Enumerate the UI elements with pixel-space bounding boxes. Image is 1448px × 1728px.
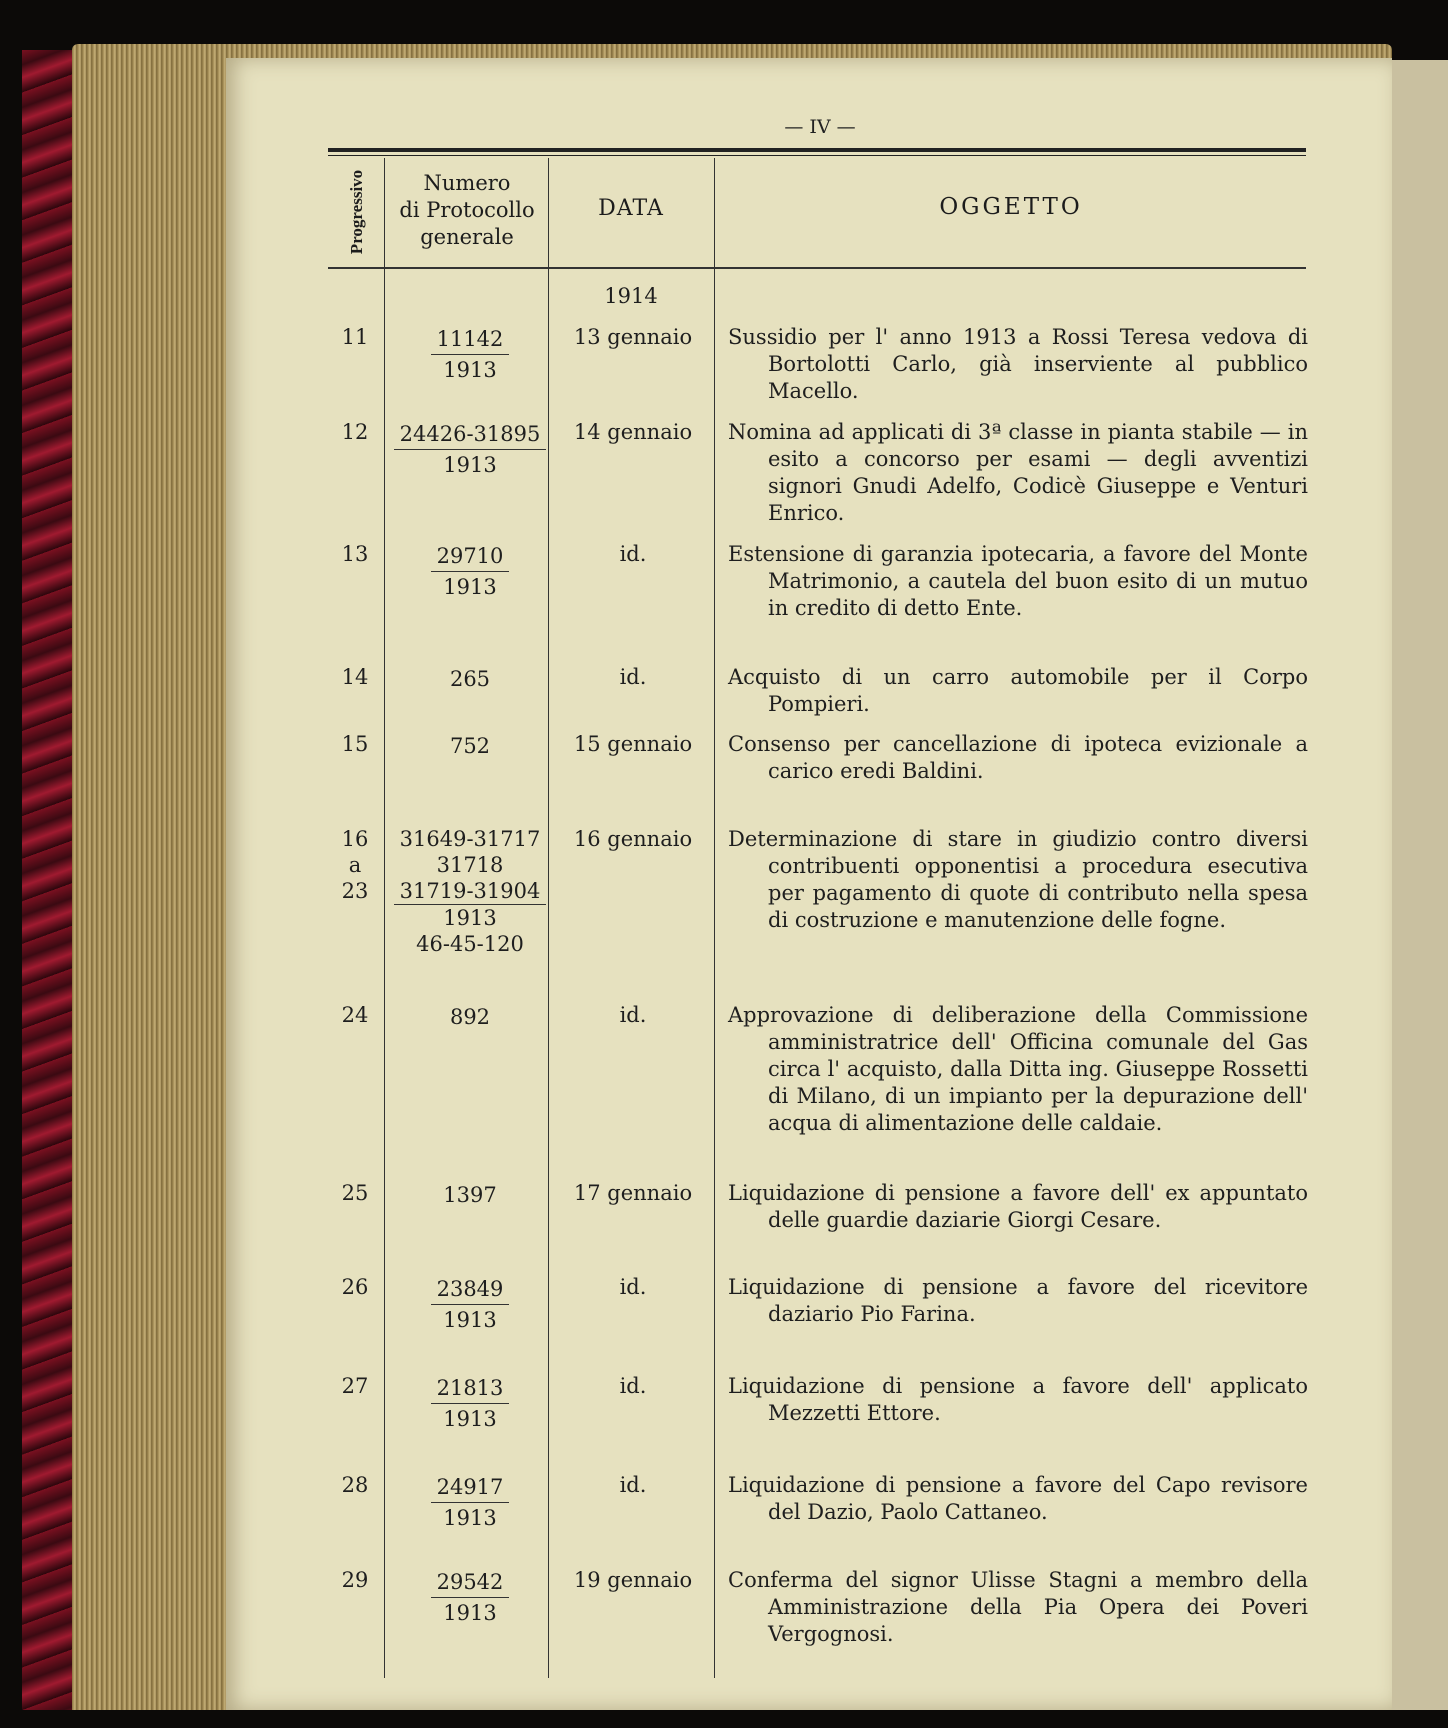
entry-progressivo: 26 <box>341 1275 369 1299</box>
entry-oggetto: Determinazione di stare in giudizio contro diversi contribuenti opponentisi a procedura esecutiva per pagamento di quote di contributo nella spesa di costruzione e manutenzione delle fogne. <box>728 827 1308 932</box>
entry-progressivo: 14 <box>341 665 369 689</box>
entry-data: id. <box>619 665 647 689</box>
entry-oggetto: Sussidio per l' anno 1913 a Rossi Teresa vedova di Bortolotti Carlo, già inserviente al pubblico Macello. <box>728 325 1308 403</box>
entry-oggetto: Liquidazione di pensione a favore dell' applicato Mezzetti Ettore. <box>728 1374 1308 1425</box>
entry-progressivo: 16 a 23 <box>341 827 369 903</box>
entry-data: 14 gennaio <box>573 420 693 444</box>
header-rule <box>328 267 1306 269</box>
entry-oggetto: Estensione di garanzia ipotecaria, a favore del Monte Matrimonio, a cautela del buon esito di un mutuo in credito di detto Ente. <box>728 542 1308 620</box>
entry-oggetto: Acquisto di un carro automobile per il Corpo Pompieri. <box>728 665 1308 716</box>
entry-progressivo: 25 <box>341 1181 369 1205</box>
entry-oggetto: Conferma del signor Ulisse Stagni a membro della Amministrazione della Pia Opera dei Poveri Vergognosi. <box>728 1568 1308 1646</box>
entry-protocollo: 24917 1913 <box>388 1472 552 1533</box>
column-divider <box>714 158 715 1678</box>
entry-data: id. <box>619 1275 647 1299</box>
entry-data: 19 gennaio <box>573 1568 693 1592</box>
entry-data: id. <box>619 1473 647 1497</box>
entry-oggetto: Liquidazione di pensione a favore del Capo revisore del Dazio, Paolo Cattaneo. <box>728 1473 1308 1524</box>
header-oggetto: OGGETTO <box>939 194 1083 220</box>
header-numero: Numero di Protocollo generale <box>399 171 535 249</box>
entry-protocollo: 752 <box>449 734 491 758</box>
entry-protocollo: 29710 1913 <box>388 541 552 602</box>
header-data: DATA <box>598 196 664 221</box>
entry-oggetto: Consenso per cancellazione di ipoteca evizionale a carico eredi Baldini. <box>728 732 1308 783</box>
entry-data: id. <box>619 542 647 566</box>
entry-protocollo: 892 <box>449 1005 491 1029</box>
entry-protocollo: 1397 <box>443 1183 497 1207</box>
entry-progressivo: 27 <box>341 1374 369 1398</box>
top-rule <box>328 148 1306 156</box>
entry-data: id. <box>619 1003 647 1027</box>
entry-data: 16 gennaio <box>573 827 693 851</box>
entry-oggetto: Approvazione di deliberazione della Commissione amministratrice dell' Officina comunale del Gas circa l' acquisto, dalla Ditta ing. Giuseppe Rossetti di Milano, di un impianto per la depurazione dell' acqua di alimentazione delle caldaie. <box>728 1003 1308 1135</box>
entry-progressivo: 12 <box>341 420 369 444</box>
entry-data: id. <box>619 1374 647 1398</box>
entry-protocollo: 11142 1913 <box>388 324 552 385</box>
year-label: 1914 <box>604 284 658 308</box>
entry-oggetto: Liquidazione di pensione a favore dell' ex appuntato delle guardie daziarie Giorgi Cesare. <box>728 1181 1308 1232</box>
column-divider <box>384 158 385 1678</box>
facing-page-edge <box>1392 60 1448 1710</box>
entry-data: 13 gennaio <box>573 325 693 349</box>
entry-progressivo: 29 <box>341 1568 369 1592</box>
entry-progressivo: 13 <box>341 542 369 566</box>
page-number: — IV — <box>784 116 856 138</box>
entry-data: 17 gennaio <box>573 1181 693 1205</box>
entry-progressivo: 15 <box>341 732 369 756</box>
entry-protocollo: 21813 1913 <box>388 1373 552 1434</box>
header-progressivo: Progressivo <box>347 169 366 255</box>
entry-data: 15 gennaio <box>573 732 693 756</box>
entry-protocollo: 265 <box>449 667 491 691</box>
entry-protocollo: 29542 1913 <box>388 1567 552 1628</box>
entry-protocollo: 31649-31717 31718 31719-31904 1913 46-45-120 <box>388 826 552 957</box>
entry-progressivo: 11 <box>341 325 369 349</box>
entry-protocollo: 24426-31895 1913 <box>388 419 552 480</box>
entry-progressivo: 28 <box>341 1473 369 1497</box>
entry-oggetto: Liquidazione di pensione a favore del ricevitore daziario Pio Farina. <box>728 1275 1308 1326</box>
entry-progressivo: 24 <box>341 1003 369 1027</box>
entry-protocollo: 23849 1913 <box>388 1274 552 1335</box>
entry-oggetto: Nomina ad applicati di 3ª classe in pianta stabile — in esito a concorso per esami — degli avventizi signori Gnudi Adelfo, Codicè Giuseppe e Venturi Enrico. <box>728 420 1308 525</box>
